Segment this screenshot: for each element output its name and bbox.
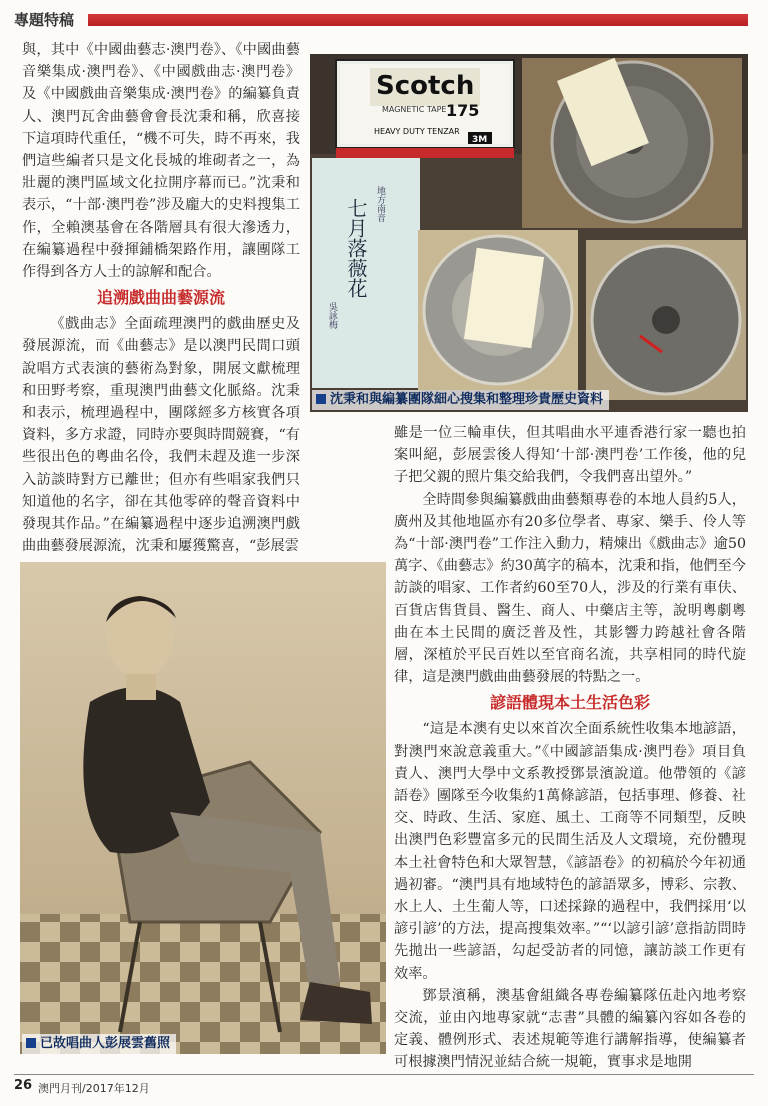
paragraph: 鄧景濱稱，澳基會組織各專卷編纂隊伍赴內地考察交流，並由內地專家就“志書”具體的編纂內容如各卷的定義、體例形式、表述規範等進行講解指導，使編纂者可根據澳門情況並結合統一規範，實事求是地開: [394, 987, 746, 1071]
singer-portrait-illustration: [20, 562, 386, 1054]
caption-square-icon: [316, 394, 326, 404]
caption-text: 沈秉和與編纂團隊細心搜集和整理珍貴歷史資料: [330, 392, 604, 407]
tape-duty: HEAVY DUTY TENZAR: [374, 127, 460, 136]
tape-number: 175: [446, 101, 480, 120]
booklet-small-text: 地方南音: [375, 186, 385, 222]
tape-reels-photo: [310, 54, 748, 412]
booklet-title: 七月落薇花: [344, 198, 368, 298]
booklet-singer: 吳詠梅: [327, 302, 337, 329]
tape-brand: Scotch: [376, 71, 475, 101]
paragraph: 雖是一位三輪車伕，但其唱曲水平連香港行家一聽也拍案叫絕，彭展雲後人得知‘十部·澳門卷’工作後，他的兒子把父親的照片集交給我們，令我們喜出望外。”: [394, 425, 746, 486]
paragraph: “這是本澳有史以來首次全面系統性收集本地諺語，對澳門來說意義重大。”《中國諺語集成·澳門卷》項目負責人、澳門大學中文系教授鄧景濱說道。他帶領的《諺語卷》團隊至今收集約1萬條諺語，包括事理、修養、社交、時政、生活、家庭、風土、工商等不同類型，反映出澳門色彩豐富多元的民間生活及人文環境，充份體現本土社會特色和大眾智慧，《諺語卷》的初稿於今年初通過初審。“澳門具有地域特色的諺語眾多，博彩、宗教、水上人、土生葡人等，口述採錄的過程中，我們採用‘以諺引諺’的方法，提高搜集效率。”“‘以諺引諺’意指訪問時先拋出一些諺語，勾起受訪者的同憶，讓訪談工作更有效率。: [394, 721, 746, 982]
caption-text: 已故唱曲人彭展雲舊照: [40, 1036, 171, 1051]
right-column: [394, 422, 746, 1074]
subheading: 追溯戲曲曲藝源流: [96, 288, 225, 308]
tape-photo-caption: [312, 390, 609, 410]
singer-portrait-photo: [20, 562, 386, 1054]
tape-logo: 3M: [472, 135, 488, 145]
publication-info: 澳門月刊/2017年12月: [38, 1082, 150, 1095]
paragraph: 全時間參與編纂戲曲曲藝類專卷的本地人員約5人，廣州及其他地區亦有20多位學者、專家、樂手、伶人等為“十部·澳門卷”工作注入動力，精煉出《戲曲志》逾50萬字、《曲藝志》約30萬字的稿本，沈秉和指，他們至今訪談的唱家、工作者約60至70人，涉及的行業有車伕、百貨店售貨員、醫生、商人、中藥店主等，說明粵劇粵曲在本土民間的廣泛普及性，其影響力跨越社會各階層，深植於平民百姓以至官商名流，共享相同的時代旋律，這是澳門戲曲曲藝發展的特點之一。: [394, 491, 746, 686]
tape-reels-illustration: [310, 54, 748, 412]
page-header: [14, 10, 754, 32]
page-footer: [14, 1074, 754, 1097]
paragraph: 與，其中《中國曲藝志·澳門卷》、《中國曲藝音樂集成·澳門卷》、《中國戲曲志·澳門卷》及《中國戲曲音樂集成·澳門卷》的編纂負責人、澳門瓦舍曲藝會會長沈秉和稱，欣喜接下這項時代重任，“機不可失，時不再來，我們這些編者只是文化長城的堆砌者之一，為壯麗的澳門區域文化拉開序幕而已。”沈秉和表示，“十部·澳門卷”涉及龐大的史料搜集工作，全賴澳基會在各階層具有很大滲透力，在編纂過程中發揮鋪橋架路作用，讓團隊工作得到各方人士的諒解和配合。: [22, 42, 300, 281]
paragraph: 《戲曲志》全面疏理澳門的戲曲歷史及發展源流，而《曲藝志》是以澳門民間口頭說唱方式表演的藝術為對象，開展文獻梳理和田野考察，重現澳門曲藝文化脈絡。沈秉和表示，梳理過程中，團隊經多方核實各項資料，多方求證，同時亦要與時間競賽，“有些很出色的粵曲名伶，我們未趕及進一步深入訪談時對方已離世；但亦有些唱家我們只知道他的名字，卻在其他零碎的聲音資料中發現其作品。”在編纂過程中逐步追溯澳門戲曲曲藝發展源流，沈秉和屢獲驚喜，“彭展雲: [22, 316, 300, 555]
section-label: 專題特稿: [14, 11, 75, 29]
page-number: 26: [14, 1078, 33, 1093]
tape-sub: MAGNETIC TAPE: [382, 105, 447, 114]
left-column: [22, 39, 300, 557]
header-bar: [88, 14, 748, 26]
singer-photo-caption: [22, 1034, 176, 1054]
caption-square-icon: [26, 1038, 36, 1048]
subheading: 諺語體現本土生活色彩: [489, 693, 650, 713]
